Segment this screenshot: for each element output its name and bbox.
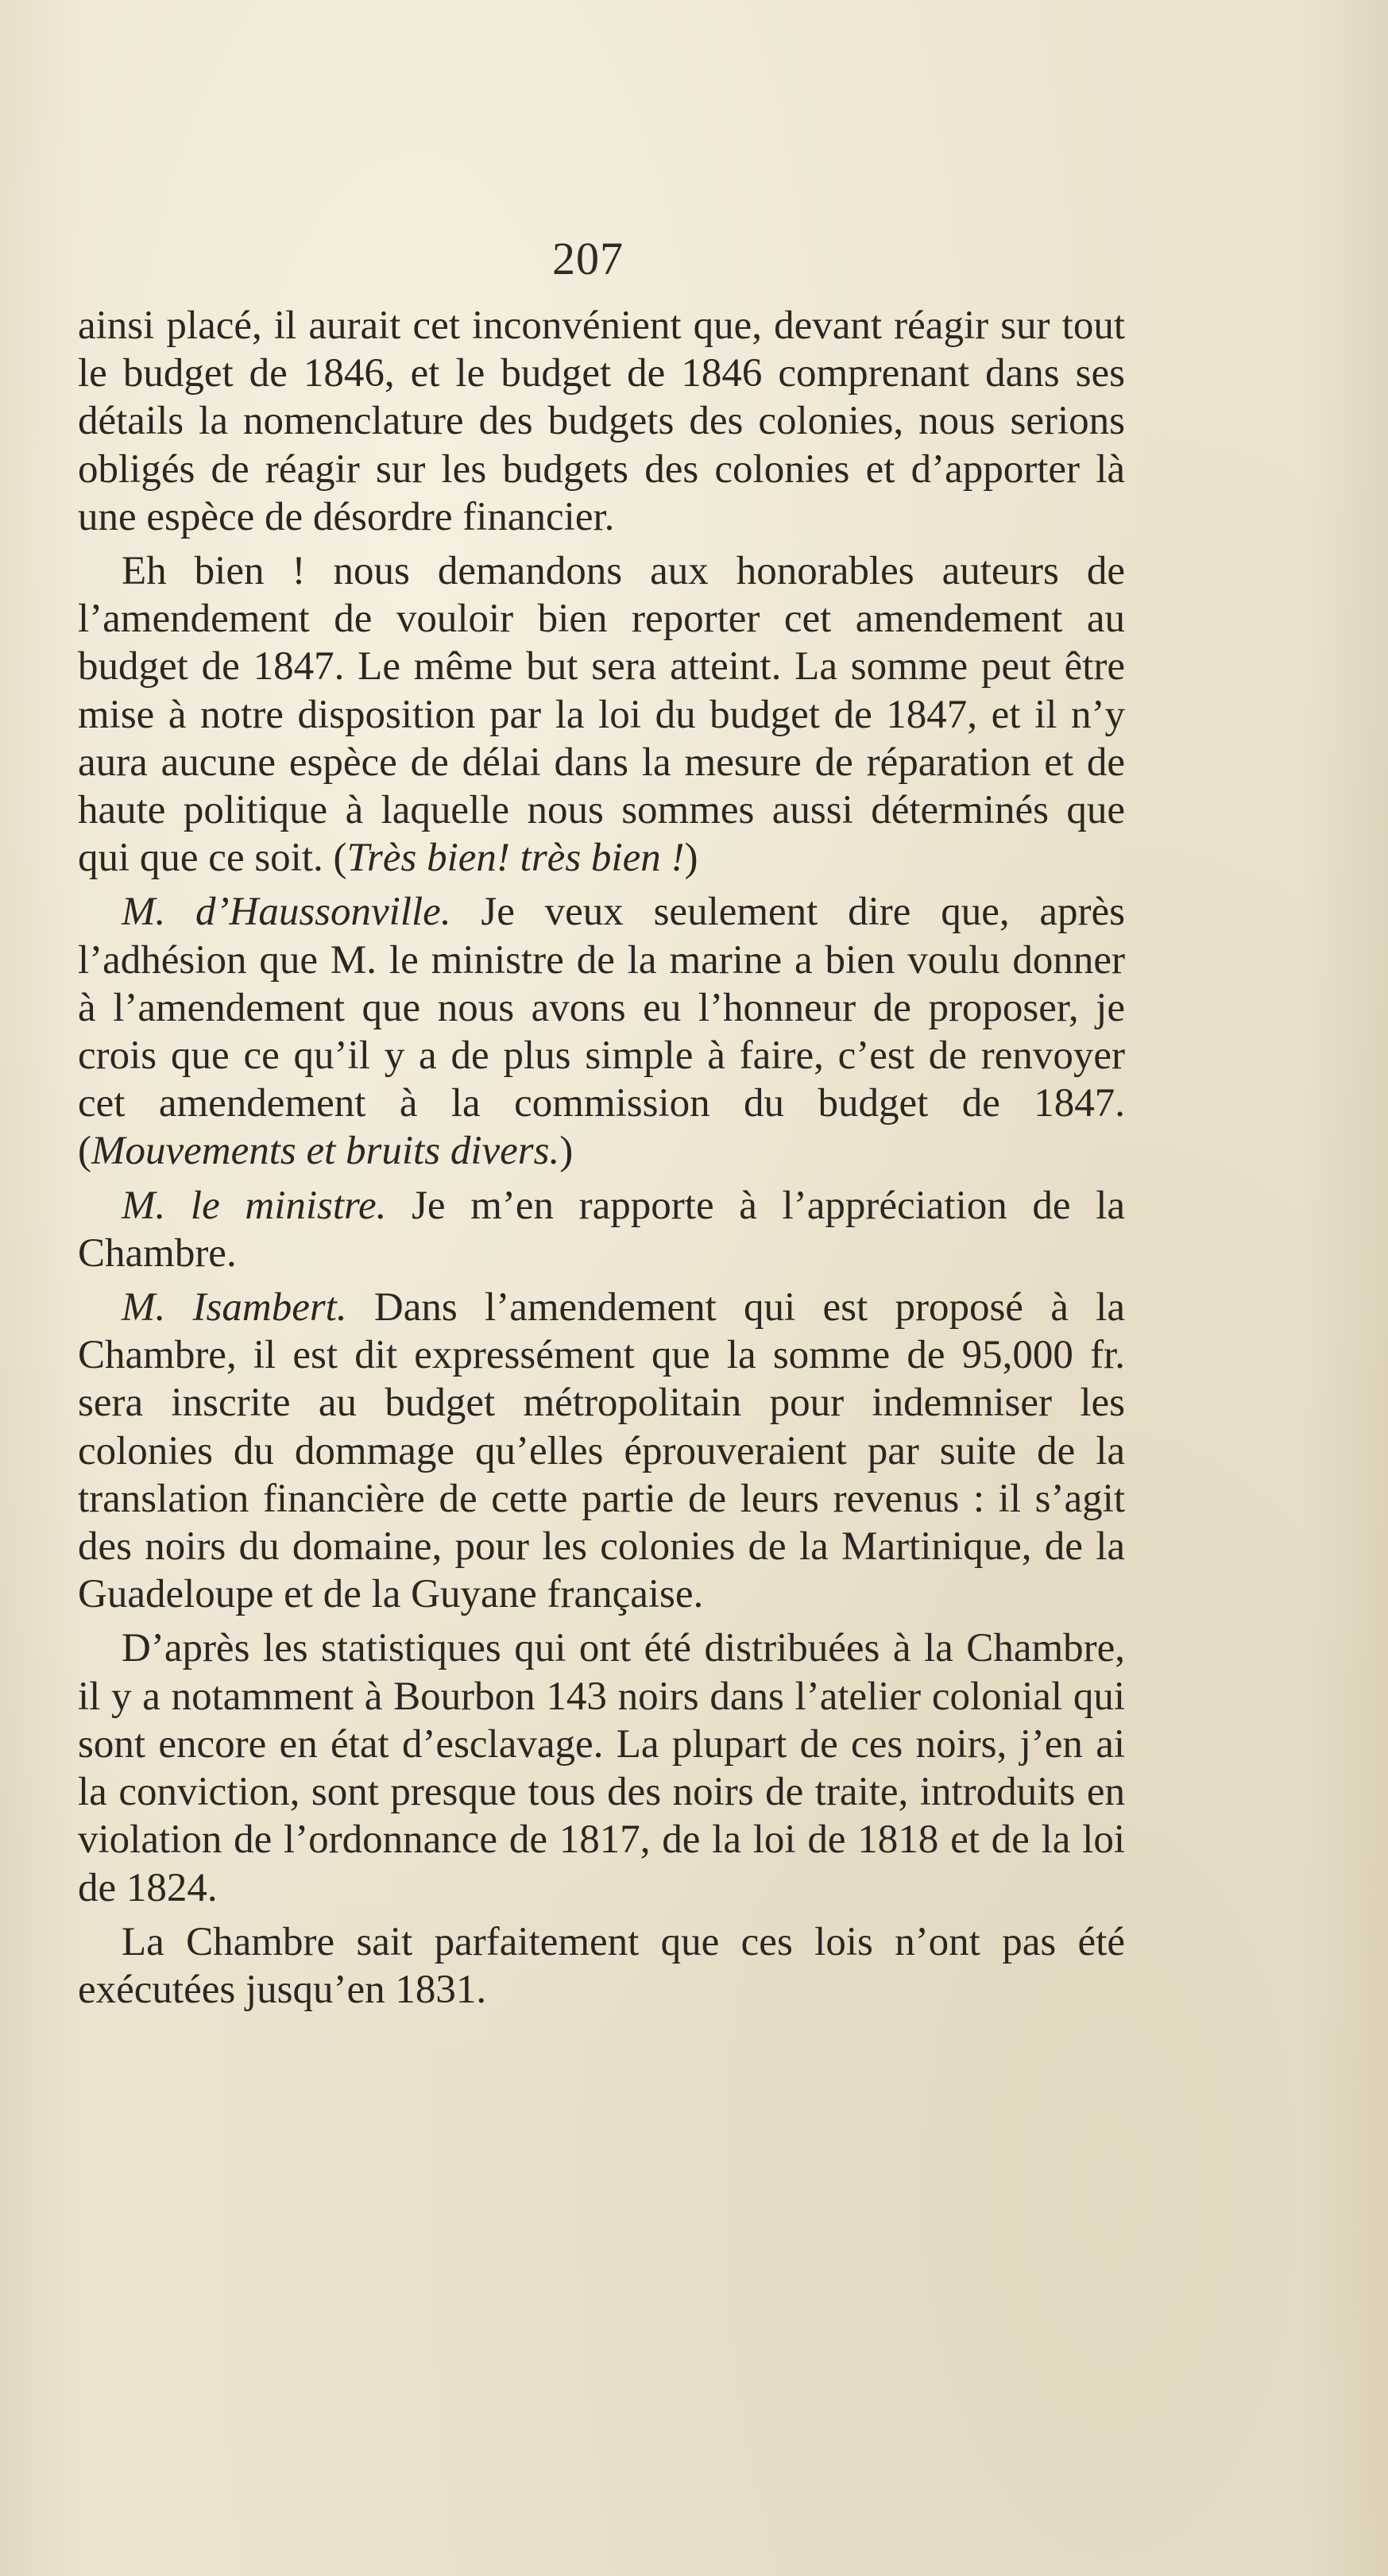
paragraph-continuation	[78, 302, 1125, 541]
reaction-close-paren: )	[559, 1129, 574, 1174]
speaker-name: M. Isambert.	[122, 1285, 347, 1330]
speaker-name: M. d’Haussonville.	[122, 890, 451, 935]
reaction-text: Mouvements et bruits divers.	[91, 1129, 560, 1174]
paragraph-ministre	[78, 1182, 1125, 1277]
paragraph-text: ainsi placé, il aurait cet inconvénient que, devant réagir sur tout le budget de 1846, et le budget de 1846 comprenant dans ses détails la nomenclature des budgets des colonies, nous serions obligés de réagir sur les budgets des colonies et d’apporter là une espèce de désordre financier.	[78, 303, 1125, 539]
reaction-open-paren: (	[333, 836, 347, 881]
paragraph-isambert	[78, 1284, 1125, 1618]
reaction-close-paren: )	[684, 836, 698, 881]
paragraph-text: Je m’en rapporte à l’appréciation de la Chambre.	[78, 1183, 1126, 1276]
paragraph-haussonville	[78, 888, 1125, 1175]
paragraph-text: Eh bien ! nous demandons aux honorables auteurs de l’amendement de vouloir bien reporter cet amendement au budget de 1847. Le même but sera atteint. La somme peut être mise à notre disposition par la loi du budget de 1847, et il n’y aura aucune espèce de délai dans la mesure de réparation et de haute politique à laquelle nous sommes aussi déterminés que qui que ce soit.	[78, 549, 1125, 881]
paragraph-text: D’après les statistiques qui ont été distribuées à la Chambre, il y a notamment à Bourbon 143 noirs dans l’atelier colonial qui sont encore en état d’esclavage. La plupart de ces noirs, j’en ai la conviction, sont presque tous des noirs de traite, introduits en violation de l’ordonnance de 1817, de la loi de 1818 et de la loi de 1824.	[78, 1626, 1125, 1910]
paragraph-statistics	[78, 1624, 1125, 1911]
page-number: 207	[552, 233, 624, 284]
body-text	[78, 302, 1125, 2014]
paragraph-text: La Chambre sait parfaitement que ces lois n’ont pas été exécutées jusqu’en 1831.	[78, 1919, 1125, 2012]
speaker-name: M. le ministre.	[122, 1183, 387, 1228]
reaction-open-paren: (	[78, 1129, 91, 1174]
paragraph-closing	[78, 1918, 1125, 2014]
paragraph-text: Dans l’amendement qui est proposé à la Chambre, il est dit expressément que la somme de 95,000 fr. sera inscrite au budget métropolitain pour indemniser les colonies du dommage qu’elles éprouveraient par suite de la translation financière de cette partie de leurs revenus : il s’agit des noirs du domaine, pour les colonies de la Martinique, de la Guadeloupe et de la Guyane française.	[78, 1285, 1125, 1617]
reaction-text: Très bien! très bien !	[346, 836, 685, 881]
paragraph-text: Je veux seulement dire que, après l’adhésion que M. le ministre de la marine a bien voulu donner à l’amendement que nous avons eu l’honneur de proposer, je crois que ce qu’il y a de plus simple à faire, c’est de renvoyer cet amendement à la commission du budget de 1847.	[78, 890, 1125, 1126]
paragraph-minister-reply	[78, 547, 1125, 882]
